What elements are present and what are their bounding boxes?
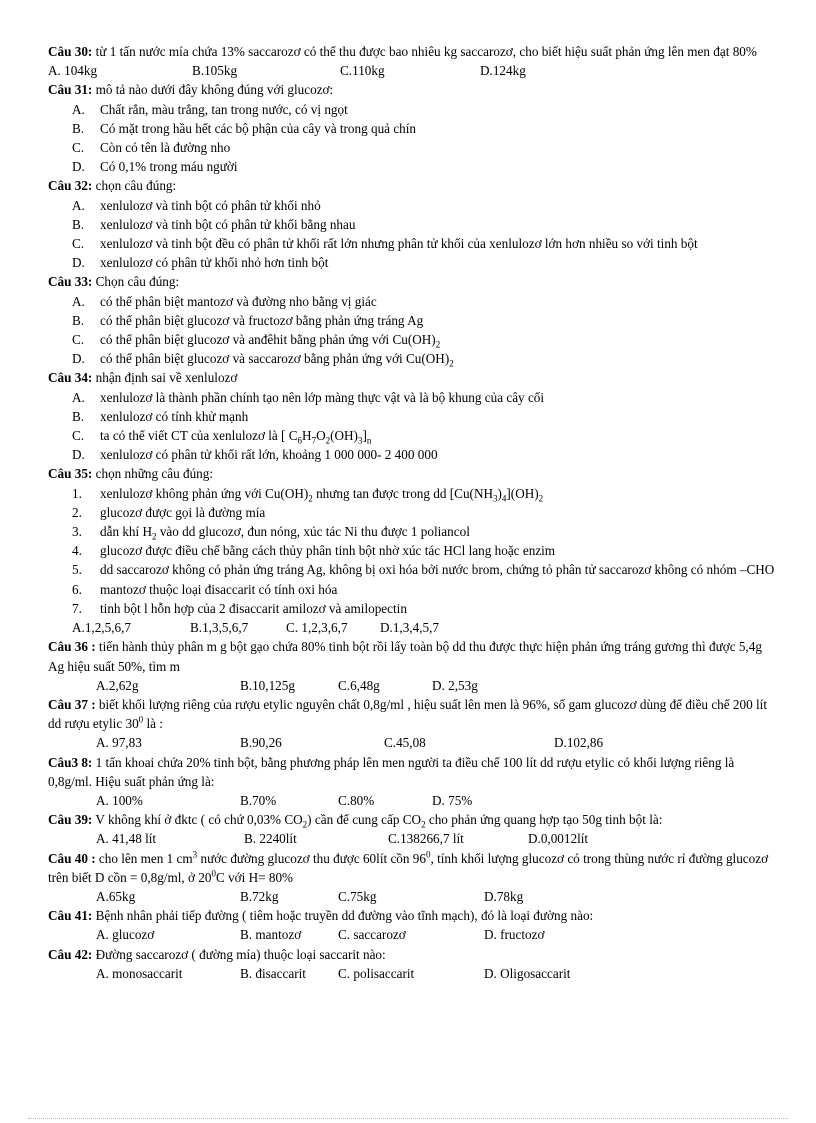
option-c: C. có thể phân biệt glucozơ và anđêhit bằng phản ứng với $Cu(OH)_2$: [72, 332, 441, 350]
answer-options: [48, 829, 778, 848]
answer-options: [48, 100, 778, 177]
question-text: mô tả nào dưới đây không đúng với glucozơ:: [92, 82, 334, 98]
option-b: B. có thể phân biệt glucozơ và fructozơ bằng phản ứng tráng Ag: [72, 312, 424, 328]
question-34: [48, 368, 778, 464]
option-d: D. xenlulozơ có phân tử khối rất lớn, khoảng 1 000 000- 2 400 000: [72, 447, 438, 463]
statement-2: 2. glucozơ được gọi là đường mía: [72, 504, 266, 520]
option-a: A. 104kg: [48, 63, 98, 79]
cellulose-formula: ta có thể viết CT của xenlulozơ là [ $C_6H_7O_2(OH)_3]_n$: [100, 428, 372, 446]
question-text: tiến hành thủy phân m g bột gạo chứa 80% tinh bột rồi lấy toàn bộ dd thu được thực hiện phản ứng tráng gương thì được 5,4g Ag hiệu suất 50%, tìm m: [48, 639, 762, 674]
option-a: A.65kg: [96, 888, 136, 904]
option-a: A. xenlulozơ là thành phần chính tạo nên lớp màng thực vật và là bộ khung của cây cối: [72, 389, 545, 405]
option-c: C.138266,7 lít: [388, 831, 464, 847]
option-c: C. ta có thể viết CT của xenlulozơ là [ $C_6H_7O_2(OH)_3]_n$: [48, 426, 778, 445]
question-35: [48, 464, 778, 637]
statement-1: 1. xenlulozơ không phản ứng với $Cu(OH)_2$ nhưng tan được trong dd $[Cu(NH_3)_4](OH)_2$: [72, 485, 544, 504]
question-32: [48, 176, 778, 272]
question-number: Câu 41:: [48, 908, 93, 924]
question-number: Câu 33:: [48, 274, 93, 290]
question-text: cho lên men 1 cm: [95, 850, 193, 866]
answer-options: [48, 196, 778, 273]
option-b: B. xenlulozơ có tính khử mạnh: [72, 408, 249, 424]
question-30: [48, 42, 778, 80]
statement-list: [48, 484, 778, 618]
question-number: Câu 37 :: [48, 696, 96, 712]
question-31: [48, 80, 778, 176]
question-42: [48, 945, 778, 983]
question-text: từ 1 tấn nước mía chứa 13% saccarozơ có thể thu được bao nhiêu kg saccarozơ, cho biết hiệu suất phản ứng lên men đạt 80%: [92, 44, 757, 59]
answer-options: [48, 292, 778, 369]
statement-5: 5. dd saccarozơ không có phản ứng tráng Ag, không bị oxi hóa bởi nước brom, chứng tỏ phân tử saccarozơ không có nhóm –CHO: [72, 562, 775, 578]
question-number: Câu 36 :: [48, 639, 96, 655]
option-a: A. 97,83: [96, 735, 142, 751]
option-d: D. Oligosaccarit: [484, 965, 571, 981]
option-c: C.80%: [338, 792, 375, 808]
option-d: D.78kg: [484, 888, 524, 904]
question-41: [48, 906, 778, 944]
question-number: Câu 42:: [48, 946, 93, 962]
question-39: Câu 39: V không khí ở đktc ( có chứ 0,03% $CO_2$) cần để cung cấp $CO_2$ cho phản ứng quang hợp tạo 50g tinh bột là: A. 41,48 lít B. 2240lít C.138266,7 lít D.0,0012lít: [48, 810, 778, 848]
question-33: [48, 272, 778, 368]
statement-3: 3. dẫn khí $H_2$ vào dd glucozơ, đun nóng, xúc tác Ni thu được 1 poliancol: [72, 524, 470, 542]
question-number: Câu 35:: [48, 466, 93, 482]
option-b: B. Có mặt trong hầu hết các bộ phận của cây và trong quả chín: [72, 120, 417, 136]
option-a: A. Chất rắn, màu trắng, tan trong nước, có vị ngọt: [72, 101, 348, 117]
option-c: C.45,08: [384, 735, 426, 751]
option-a: A. 41,48 lít: [96, 831, 157, 847]
question-number: Câu 31:: [48, 82, 93, 98]
question-number: Câu 39:: [48, 812, 93, 828]
option-b: B.10,125g: [240, 677, 295, 693]
answer-options: [48, 733, 778, 752]
option-c: C. 1,2,3,6,7: [286, 620, 348, 636]
option-b: B.72kg: [240, 888, 279, 904]
option-d: D. xenlulozơ có phân tử khối nhỏ hơn tinh bột: [72, 255, 329, 271]
option-d: D.1,3,4,5,7: [380, 620, 439, 636]
option-b: B.105kg: [192, 63, 238, 79]
option-a: A. xenlulozơ và tinh bột có phân tử khối nhỏ: [72, 197, 321, 213]
option-b: B. đisaccarit: [240, 965, 306, 981]
option-b: B.1,3,5,6,7: [190, 620, 249, 636]
answer-options: [48, 618, 778, 637]
answer-options: [48, 388, 778, 465]
question-36: [48, 637, 778, 695]
question-text: chọn những câu đúng:: [92, 466, 214, 482]
option-c: C.110kg: [340, 63, 385, 79]
question-text: Chọn câu đúng:: [92, 274, 180, 290]
question-number: Câu 30:: [48, 44, 93, 59]
option-c: C.6,48g: [338, 677, 380, 693]
question-text: 1 tấn khoai chứa 20% tinh bột, bằng phương pháp lên men người ta điều chế 100 lít dd rượu etylic có khối lượng riêng là 0,8g/ml. Hiệu suất phản ứng là:: [48, 754, 735, 789]
option-d: D.102,86: [554, 735, 604, 751]
answer-options: [48, 925, 778, 944]
answer-options: [48, 676, 778, 695]
option-d: D. 2,53g: [432, 677, 478, 693]
option-a: A. glucozơ: [96, 927, 155, 943]
option-b: B.90,26: [240, 735, 282, 751]
statement-6: 6. mantozơ thuộc loại đisaccarit có tính oxi hóa: [72, 581, 338, 597]
option-d: D. Có 0,1% trong máu người: [72, 159, 238, 175]
option-d: D.0,0012lít: [528, 831, 589, 847]
option-a: A. monosaccarit: [96, 965, 183, 981]
question-text: Đường saccarozơ ( đường mía) thuộc loại saccarit nào:: [92, 946, 386, 962]
statement-7: 7. tinh bột l hỗn hợp của 2 đisaccarit amilozơ và amilopectin: [72, 600, 407, 616]
answer-options: [48, 887, 778, 906]
option-c: C.75kg: [338, 888, 377, 904]
question-text: V không khí ở đktc ( có chứ 0,03% CO: [92, 812, 303, 828]
option-a: A.2,62g: [96, 677, 139, 693]
option-d: D. 75%: [432, 792, 473, 808]
option-d: D.124kg: [480, 63, 526, 79]
question-number: Câu 40 :: [48, 850, 96, 866]
question-number: Câu 32:: [48, 178, 93, 194]
question-40: Câu 40 : cho lên men 1 $cm^3$ nước đường glucozơ thu được 60lít cồn $96^0$, tính khối lượng glucozơ có trong thùng nước rỉ đường glucozơ trên biết D cồn = 0,8g/ml, ở $20^0C$ với H= 80% A.65kg B.72kg C.75kg D.78kg: [48, 849, 778, 907]
statement-4: 4. glucozơ được điều chế bằng cách thủy phân tinh bột nhờ xúc tác HCl lang hoặc enzim: [72, 543, 556, 559]
question-text: chọn câu đúng:: [92, 178, 177, 194]
question-number: Câu 34:: [48, 370, 93, 386]
document-page: [48, 42, 778, 983]
option-c: C. xenlulozơ và tinh bột đều có phân tử khối rất lớn nhưng phân tử khối của xenlulozơ lớn hơn nhiều so với tinh bột: [72, 236, 698, 252]
option-b: B. xenlulozơ và tinh bột có phân tử khối bằng nhau: [72, 216, 356, 232]
option-d: D. fructozơ: [484, 927, 545, 943]
page-bottom-divider: [28, 1118, 788, 1119]
option-a: A.1,2,5,6,7: [72, 620, 131, 636]
option-d: D. có thể phân biệt glucozơ và saccarozơ bằng phản ứng với $Cu(OH)_2$: [72, 351, 454, 369]
question-38: [48, 753, 778, 811]
option-b: B.70%: [240, 792, 277, 808]
option-c: C. Còn có tên là đường nho: [72, 140, 231, 156]
question-37: Câu 37 : biết khối lượng riêng của rượu etylic nguyên chất 0,8g/ml , hiệu suất lên men là 96%, số gam glucozơ dùng để điều chế 200 lít dd rượu etylic $30^0$ là : A. 97,83 B.90,26 C.45,08 D.102,86: [48, 695, 778, 753]
question-text: Bệnh nhân phải tiếp đường ( tiêm hoặc truyền dd đường vào tĩnh mạch), đó là loại đường nào:: [92, 908, 594, 924]
option-c: C. saccarozơ: [338, 927, 406, 943]
answer-options: [48, 791, 778, 810]
option-a: A. 100%: [96, 792, 143, 808]
question-text: nhận định sai về xenlulozơ: [92, 370, 238, 386]
option-c: C. polisaccarit: [338, 965, 415, 981]
option-a: A. có thể phân biệt mantozơ và đường nho bằng vị giác: [72, 293, 377, 309]
answer-options: [48, 61, 778, 80]
option-b: B. 2240lít: [244, 831, 297, 847]
option-b: B. mantozơ: [240, 927, 302, 943]
question-number: Câu3 8:: [48, 754, 93, 770]
answer-options: [48, 964, 778, 983]
question-text: biết khối lượng riêng của rượu etylic nguyên chất 0,8g/ml , hiệu suất lên men là 96%, số gam glucozơ dùng để điều chế 200 lít dd rượu etylic 30: [48, 696, 767, 732]
